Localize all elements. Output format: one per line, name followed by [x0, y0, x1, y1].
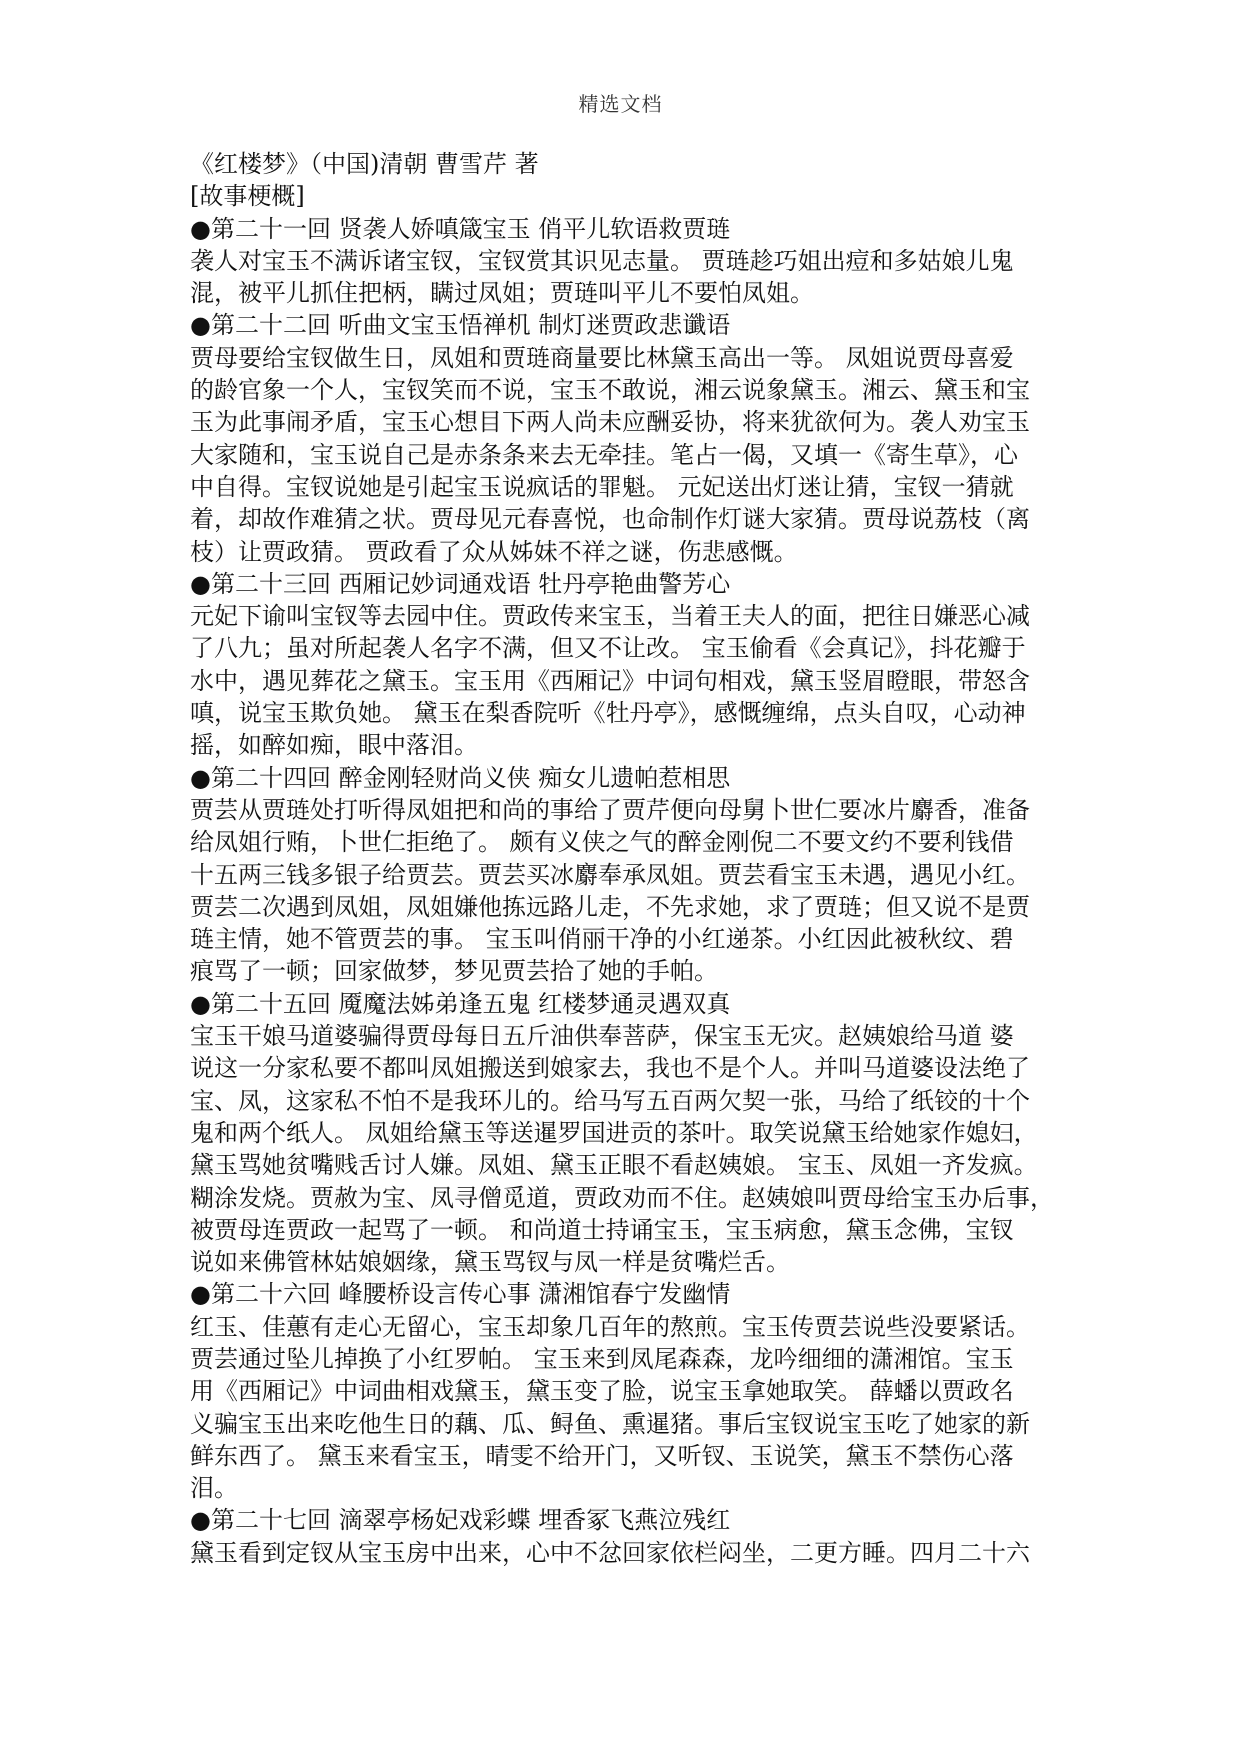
text-line: 水中，遇见葬花之黛玉。宝玉用《西厢记》中词句相戏，黛玉竖眉瞪眼，带怒含: [190, 666, 1030, 695]
text-line: 嗔，说宝玉欺负她。 黛玉在梨香院听《牡丹亭》，感慨缠绵，点头自叹，心动神: [190, 699, 1026, 728]
text-line: 袭人对宝玉不满诉诸宝钗，宝钗赏其识见志量。 贾琏趁巧姐出痘和多姑娘儿鬼: [190, 246, 1014, 275]
text-line: 玉为此事闹矛盾，宝玉心想目下两人尚未应酬妥协，将来犹欲何为。袭人劝宝玉: [190, 408, 1030, 437]
text-line: 元妃下谕叫宝钗等去园中住。贾政传来宝玉，当着王夫人的面，把往日嫌恶心减: [190, 602, 1030, 631]
text-line: 黛玉看到定钗从宝玉房中出来，心中不忿回家依栏闷坐，二更方睡。四月二十六: [190, 1538, 1030, 1567]
chapter-heading: ●第二十二回 听曲文宝玉悟禅机 制灯迷贾政悲谶语: [190, 311, 731, 340]
text-line: 给凤姐行贿，卜世仁拒绝了。 颇有义侠之气的醉金刚倪二不要文约不要利钱借: [190, 828, 1014, 857]
text-line: 着，却故作难猜之状。贾母见元春喜悦，也命制作灯谜大家猜。贾母说荔枝（离: [190, 505, 1030, 534]
text-line: 贾芸通过坠儿掉换了小红罗帕。 宝玉来到凤尾森森，龙吟细细的潇湘馆。宝玉: [190, 1344, 1014, 1373]
chapter-heading: ●第二十五回 魇魔法姊弟逢五鬼 红楼梦通灵遇双真: [190, 989, 731, 1018]
document-body: [190, 148, 1052, 1569]
text-line: 宝玉干娘马道婆骗得贾母每日五斤油供奉菩萨，保宝玉无灾。赵姨娘给马道 婆: [190, 1022, 1014, 1051]
page-header: 精选文档: [578, 92, 663, 116]
text-line: 宝、凤，这家私不怕不是我环儿的。给马写五百两欠契一张，马给了纸铰的十个: [190, 1086, 1030, 1115]
text-line: 红玉、佳蕙有走心无留心，宝玉却象几百年的熬煎。宝玉传贾芸说些没要紧话。: [190, 1312, 1030, 1341]
text-line: 义骗宝玉出来吃他生日的藕、瓜、鲟鱼、熏暹猪。事后宝钗说宝玉吃了她家的新: [190, 1409, 1030, 1438]
text-line: 说如来佛管林姑娘姻缘，黛玉骂钗与凤一样是贫嘴烂舌。: [190, 1248, 790, 1277]
text-line: 十五两三钱多银子给贾芸。贾芸买冰麝奉承凤姐。贾芸看宝玉未遇，遇见小红。: [190, 860, 1030, 889]
text-line: 鲜东西了。 黛玉来看宝玉，晴雯不给开门，又听钗、玉说笑，黛玉不禁伤心落: [190, 1441, 1014, 1470]
text-line: 贾芸二次遇到凤姐，凤姐嫌他拣远路儿走，不先求她，求了贾琏；但又说不是贾: [190, 892, 1030, 921]
chapter-heading: ●第二十一回 贤袭人娇嗔箴宝玉 俏平儿软语救贾琏: [190, 214, 731, 243]
text-line: 了八九；虽对所起袭人名字不满，但又不让改。 宝玉偷看《会真记》，抖花瓣于: [190, 634, 1026, 663]
text-line: 泪。: [190, 1474, 238, 1503]
chapter-heading: ●第二十四回 醉金刚轻财尚义侠 痴女儿遗帕惹相思: [190, 763, 731, 792]
text-line: 鬼和两个纸人。 凤姐给黛玉等送暹罗国进贡的茶叶。取笑说黛玉给她家作媳妇，: [190, 1118, 1038, 1147]
text-line: 痕骂了一顿；回家做梦，梦见贾芸拾了她的手帕。: [190, 957, 718, 986]
text-line: 贾芸从贾琏处打听得凤姐把和尚的事给了贾芹便向母舅卜世仁要冰片麝香，准备: [190, 795, 1030, 824]
text-line: 枝）让贾政猜。 贾政看了众从姊妹不祥之谜，伤悲感慨。: [190, 537, 798, 566]
text-line: 琏主情，她不管贾芸的事。 宝玉叫俏丽干净的小红递茶。小红因此被秋纹、碧: [190, 925, 1014, 954]
text-line: 糊涂发烧。贾赦为宝、凤寻僧觅道，贾政劝而不住。赵姨娘叫贾母给宝玉办后事，: [190, 1183, 1054, 1212]
text-line: 用《西厢记》中词曲相戏黛玉，黛玉变了脸，说宝玉拿她取笑。 薛蟠以贾政名: [190, 1377, 1014, 1406]
chapter-heading: ●第二十三回 西厢记妙词通戏语 牡丹亭艳曲警芳心: [190, 569, 731, 598]
text-line: 黛玉骂她贫嘴贱舌讨人嫌。凤姐、黛玉正眼不看赵姨娘。 宝玉、凤姐一齐发疯。: [190, 1151, 1038, 1180]
text-line: 说这一分家私要不都叫凤姐搬送到娘家去，我也不是个人。并叫马道婆设法绝了: [190, 1054, 1030, 1083]
text-line: 大家随和，宝玉说自己是赤条条来去无牵挂。笔占一偈，又填一《寄生草》，心: [190, 440, 1018, 469]
text-line: 被贾母连贾政一起骂了一顿。 和尚道士持诵宝玉，宝玉病愈，黛玉念佛，宝钗: [190, 1215, 1014, 1244]
chapter-heading: ●第二十七回 滴翠亭杨妃戏彩蝶 埋香冢飞燕泣残红: [190, 1506, 731, 1535]
text-line: 混，被平儿抓住把柄，瞒过凤姐；贾琏叫平儿不要怕凤姐。: [190, 279, 814, 308]
section-heading: [故事梗概]: [190, 182, 305, 211]
document-title: 《红楼梦》（中国)清朝 曹雪芹 著: [190, 150, 539, 178]
text-line: 贾母要给宝钗做生日，凤姐和贾琏商量要比林黛玉高出一等。 凤姐说贾母喜爱: [190, 343, 1014, 372]
chapter-heading: ●第二十六回 峰腰桥设言传心事 潇湘馆春宁发幽情: [190, 1280, 731, 1309]
text-line: 中自得。宝钗说她是引起宝玉说疯话的罪魁。 元妃送出灯迷让猜，宝钗一猜就: [190, 472, 1014, 501]
text-line: 的龄官象一个人，宝钗笑而不说，宝玉不敢说，湘云说象黛玉。湘云、黛玉和宝: [190, 376, 1030, 405]
text-line: 摇，如醉如痴，眼中落泪。: [190, 731, 478, 760]
